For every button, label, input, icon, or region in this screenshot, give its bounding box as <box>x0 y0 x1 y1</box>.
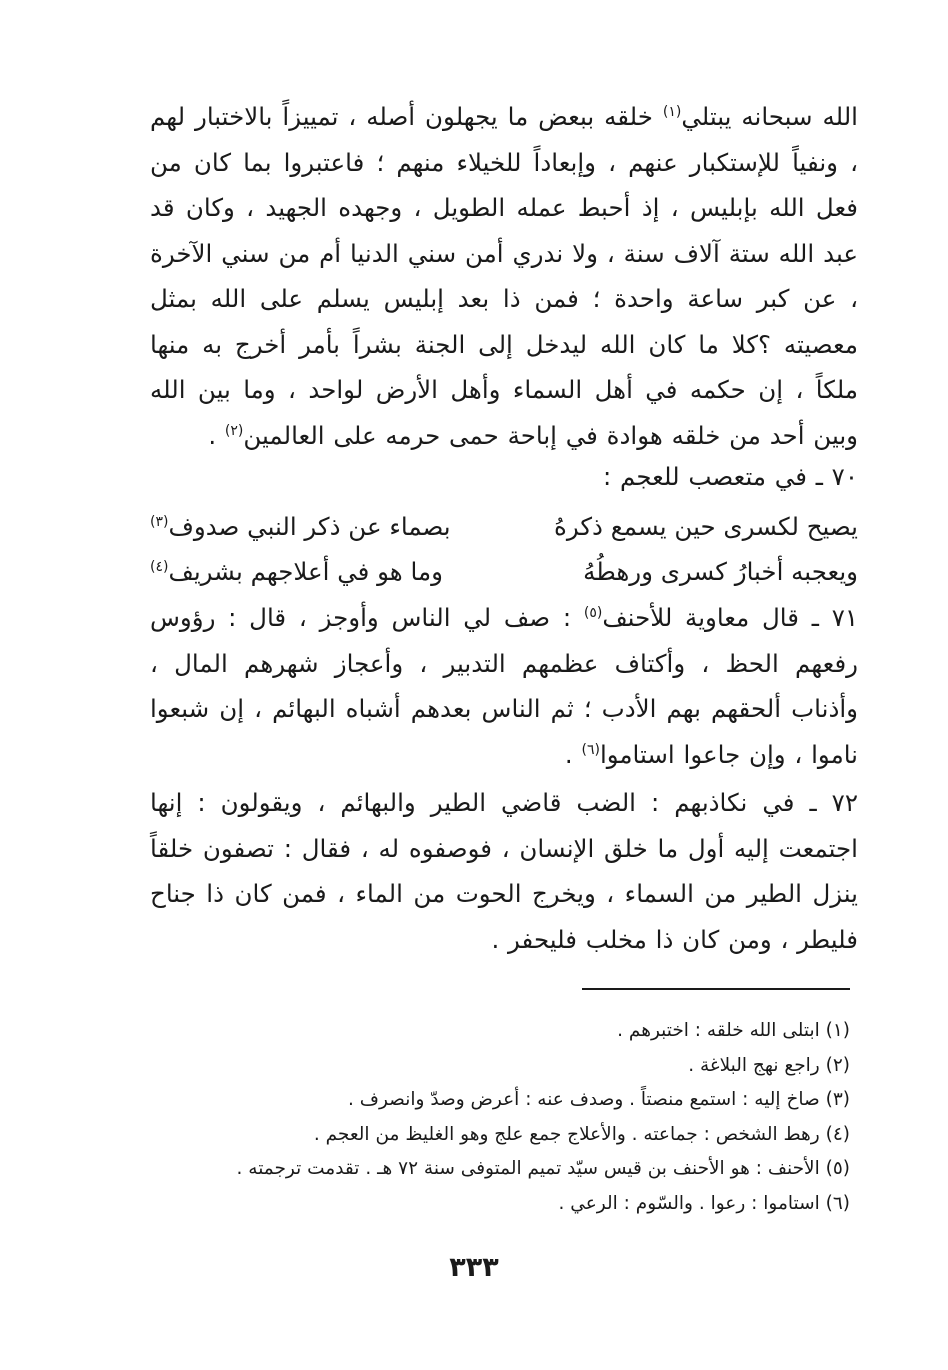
footnote-ref-2[interactable]: (٢) <box>224 422 244 439</box>
page-number: ٣٣٣ <box>449 1252 499 1283</box>
item-72-paragraph: ٧٢ ـ في نكاذبهم : الضب قاضي الطير والبهائم ، ويقولون : إنها اجتمعت إليه أول ما خلق الإنسان ، فوصفوه له ، فقال : تصفون خلقاً ينزل الطير من السماء ، ويخرج الحوت من الماء ، فمن كان ذا جناح فليطر ، ومن كان ذا مخلب فليحفر . <box>150 788 858 954</box>
verse-first-hemistich: ويعجبه أخبارُ كسرى ورهطُهُ <box>583 557 858 586</box>
footnote-item: (٦) استاموا : رعوا . والسّوم : الرعي . <box>558 1192 850 1214</box>
footnote-item: (٥) الأحنف : هو الأحنف بن قيس سيّد تميم المتوفى سنة ٧٢ هـ . تقدمت ترجمته . <box>236 1158 850 1179</box>
verse-text: بصماء عن ذكر النبي صدوف <box>168 512 451 541</box>
footnote-ref-6[interactable]: (٦) <box>581 741 600 758</box>
verse-second-hemistich <box>150 549 490 594</box>
paragraph-sermon <box>150 94 858 458</box>
footnote-separator <box>582 988 850 990</box>
footnotes-list <box>150 1014 850 1221</box>
footnote-item: (٤) رهط الشخص : جماعته . والأعلاج جمع علج وهو الغليظ من العجم . <box>313 1123 850 1145</box>
paragraph-text: . <box>208 420 225 450</box>
verse-line <box>150 549 858 594</box>
footnote-ref-5[interactable]: (٥) <box>583 604 603 621</box>
paragraph-text: . <box>564 739 582 769</box>
verse-line <box>150 504 858 549</box>
verse-text: وما هو في أعلاجهم بشريف <box>168 557 443 586</box>
item-70-heading: ٧٠ ـ في متعصب للعجم : <box>603 462 858 491</box>
paragraph-text: الله سبحانه يبتلي <box>681 102 858 131</box>
footnote-item: (٢) راجع نهج البلاغة . <box>688 1054 850 1076</box>
verse-first-hemistich: يصيح لكسرى حين يسمع ذكرهُ <box>554 512 858 541</box>
poem-verses <box>150 504 858 594</box>
paragraph-text: ٧١ ـ قال معاوية للأحنف <box>602 603 859 632</box>
paragraph-text: خلقه ببعض ما يجهلون أصله ، تمييزاً بالاختبار لهم ، ونفياً للإستكبار عنهم ، وإبعاداً للخيلاء منهم ؛ فاعتبروا بما كان من فعل الله بإبليس ، إذ أحبط عمله الطويل ، وجهده الجهيد ، وكان قد عبد الله ستة آلاف سنة ، ولا ندري أمن سني الدنيا أم من سني الآخرة ، عن كبر ساعة واحدة ؛ فمن ذا بعد إبليس يسلم على الله بمثل معصيته ؟كلا ما كان الله ليدخل إلى الجنة بشراً بأمر أخرج به منها ملكاً ، إن حكمه في أهل السماء وأهل الأرض لواحد ، وما بين الله وبين أحد من خلقه هوادة في إباحة حمى حرمه على العالمين <box>150 102 858 450</box>
paragraph-text: : صف لي الناس وأوجز ، قال : رؤوس رفعهم الحظ ، وأكتاف عظمهم التدبير ، وأعجاز شهرهم المال ، وأذناب ألحقهم بهم الأدب ؛ ثم الناس بعدهم أشباه البهائم ، إن شبعوا ناموا ، وإن جاعوا استاموا <box>150 603 858 769</box>
footnote-item: (٣) صاخ إليه : استمع منصتاً . وصدف عنه : أعرض وصدّ وانصرف . <box>348 1089 850 1110</box>
footnote-ref-4[interactable]: (٤) <box>150 558 169 575</box>
footnote-item: (١) ابتلى الله خلقه : اختبرهم . <box>617 1020 850 1041</box>
verse-second-hemistich <box>150 504 490 549</box>
footnote-ref-1[interactable]: (١) <box>662 103 682 120</box>
item-71-paragraph <box>150 595 858 777</box>
footnote-ref-3[interactable]: (٣) <box>150 513 169 530</box>
